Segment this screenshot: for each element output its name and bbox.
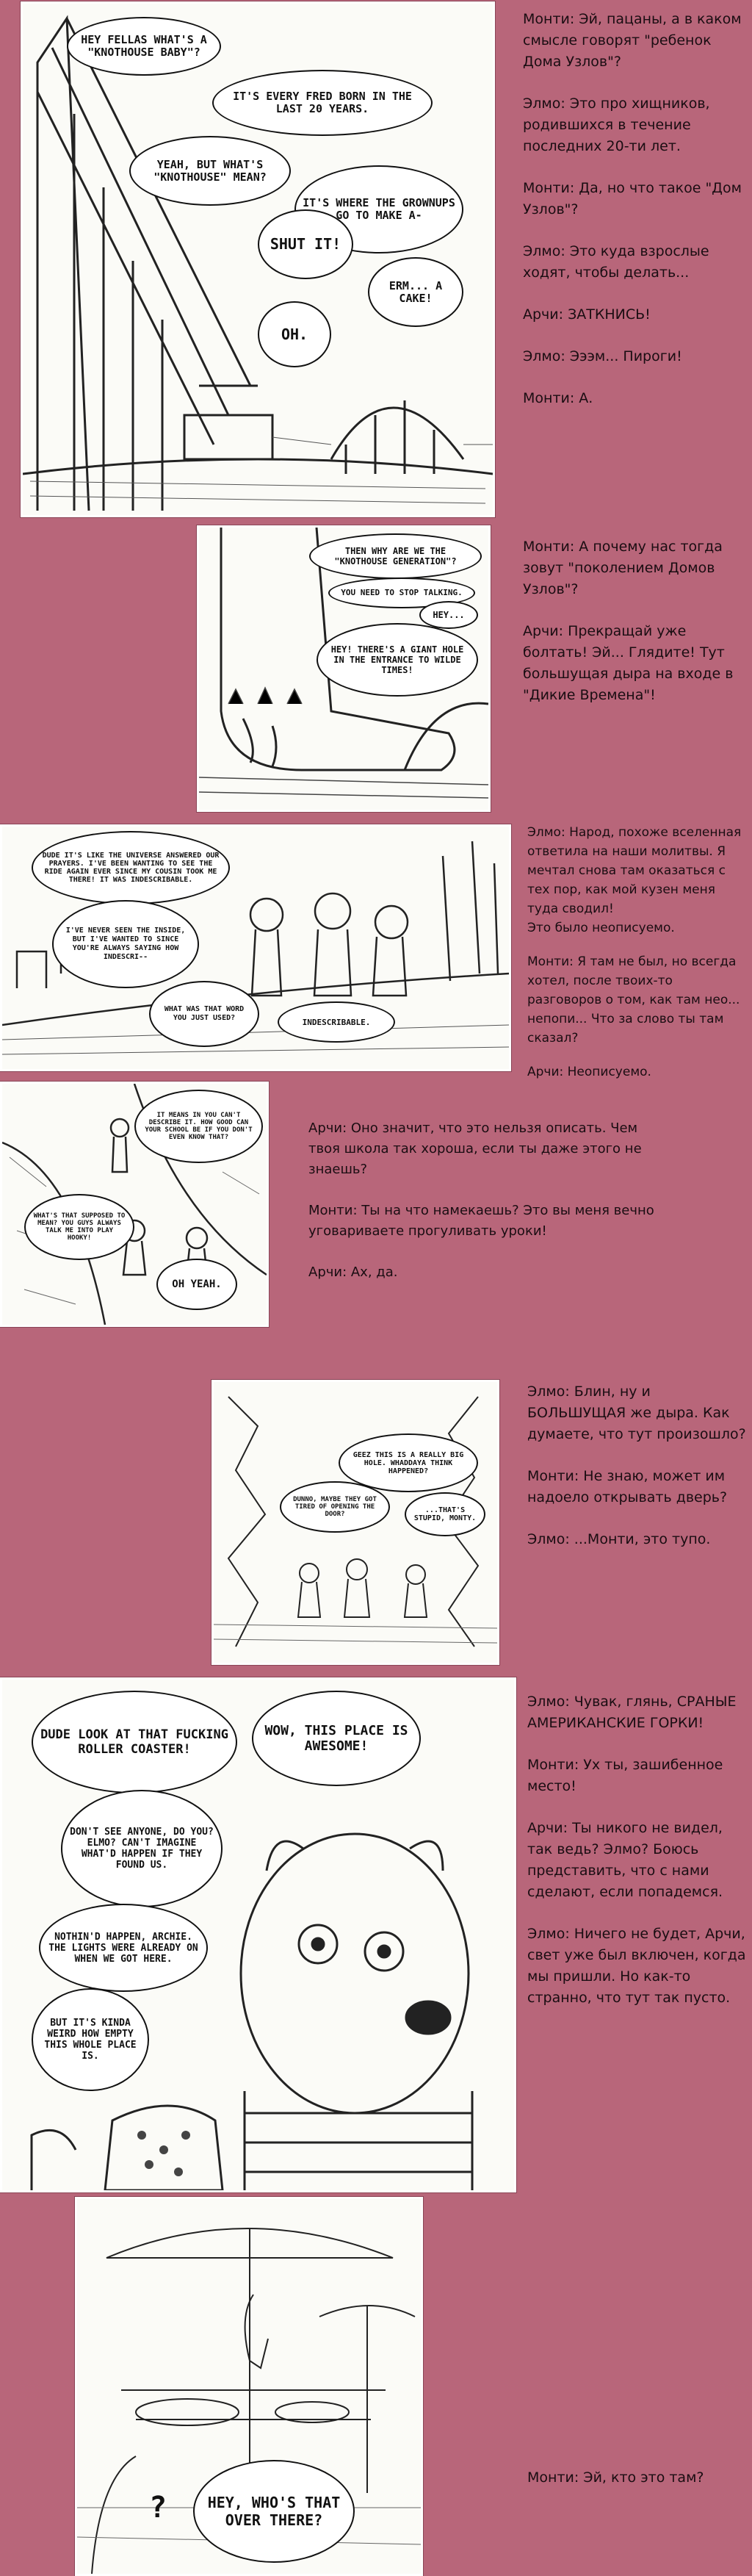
- caption-panel-5: [527, 1381, 748, 1571]
- speech-bubble-supposed-to-mean: WHAT'S THAT SUPPOSED TO MEAN? YOU GUYS ALWAYS TALK ME INTO PLAY HOOKY!: [24, 1194, 134, 1260]
- speech-bubble-stop-talking: YOU NEED TO STOP TALKING.: [328, 578, 475, 608]
- comic-panel-6: [0, 1677, 516, 2192]
- caption-line: Арчи: Ах, да.: [308, 1264, 398, 1280]
- speech-bubble-never-seen-inside: I'VE NEVER SEEN THE INSIDE, BUT I'VE WANTED TO SINCE YOU'RE ALWAYS SAYING HOW INDESCRI--: [52, 900, 199, 988]
- caption-panel-7: [527, 2467, 748, 2509]
- caption-line: Элмо: Это про хищников, родившихся в течение последних 20-ти лет.: [523, 96, 710, 154]
- speech-bubble-it-means: IT MEANS IN YOU CAN'T DESCRIBE IT. HOW GOOD CAN YOUR SCHOOL BE IF YOU DON'T EVEN KNOW THAT?: [134, 1090, 263, 1163]
- caption-line: Элмо: Народ, похоже вселенная ответила на наши молитвы. Я мечтал снова там оказаться с тех пор, как мой кузен меня туда сводил! Это было неописуемо.: [527, 825, 742, 935]
- caption-panel-4: [308, 1118, 668, 1303]
- speech-bubble-what-word: WHAT WAS THAT WORD YOU JUST USED?: [149, 981, 259, 1047]
- caption-line: Монти: Не знаю, может им надоело открывать дверь?: [527, 1468, 728, 1505]
- speech-bubble-a-cake: ERM... A CAKE!: [368, 257, 463, 327]
- caption-line: Элмо: ...Монти, это тупо.: [527, 1531, 711, 1547]
- caption-panel-3: [527, 823, 748, 1102]
- caption-line: Арчи: Прекращай уже болтать! Эй... Глядите! Тут большущая дыра на входе в "Дикие Времена"!: [523, 623, 734, 703]
- caption-line: Арчи: Неописуемо.: [527, 1065, 651, 1079]
- speech-bubble-knothouse-generation: THEN WHY ARE WE THE "KNOTHOUSE GENERATION"?: [309, 533, 482, 579]
- comic-panel-3: [0, 824, 511, 1071]
- speech-bubble-hey: HEY...: [419, 601, 478, 629]
- comic-panel-7: [75, 2197, 423, 2576]
- comic-panel-5: [212, 1380, 499, 1665]
- caption-panel-6: [527, 1691, 748, 2029]
- speech-bubble-dunno-door: DUNNO, MAYBE THEY GOT TIRED OF OPENING THE DOOR?: [280, 1481, 390, 1533]
- speech-bubble-shut-it: SHUT IT!: [258, 209, 353, 279]
- speech-bubble-indescribable: INDESCRIBABLE.: [278, 1001, 395, 1043]
- speech-bubble-who-is-that: HEY, WHO'S THAT OVER THERE?: [193, 2460, 355, 2563]
- comic-panel-2: [197, 525, 491, 812]
- speech-bubble-thats-stupid: ...THAT'S STUPID, MONTY.: [405, 1492, 485, 1536]
- caption-panel-1: [523, 9, 743, 430]
- caption-line: Монти: Ух ты, зашибенное место!: [527, 1757, 723, 1794]
- caption-line: Монти: Ты на что намекаешь? Это вы меня вечно уговариваете прогуливать уроки!: [308, 1203, 654, 1239]
- speech-bubble-geez-hole: GEEZ THIS IS A REALLY BIG HOLE. WHADDAYA THINK HAPPENED?: [339, 1433, 478, 1492]
- caption-line: Монти: Я там не был, но всегда хотел, после твоих-то разговоров о том, как там нео... непопи... Что за слово ты там сказал?: [527, 954, 740, 1046]
- caption-line: Элмо: Ничего не будет, Арчи, свет уже был включен, когда мы пришли. Но как-то странно, что тут так пусто.: [527, 1926, 746, 2006]
- speech-bubble-nothing-happen: NOTHIN'D HAPPEN, ARCHIE. THE LIGHTS WERE ALREADY ON WHEN WE GOT HERE.: [39, 1904, 208, 1992]
- caption-line: Арчи: Ты никого не видел, так ведь? Элмо? Боюсь представить, что с нами сделают, если попадемся.: [527, 1820, 723, 1900]
- speech-bubble-awesome: WOW, THIS PLACE IS AWESOME!: [252, 1691, 421, 1786]
- caption-line: Монти: Эй, пацаны, а в каком смысле говорят "ребенок Дома Узлов"?: [523, 11, 742, 70]
- caption-line: Элмо: Эээм... Пироги!: [523, 348, 682, 364]
- caption-line: Монти: А почему нас тогда зовут "поколением Домов Узлов"?: [523, 539, 723, 597]
- caption-panel-2: [523, 536, 743, 727]
- caption-line: Монти: Эй, кто это там?: [527, 2469, 704, 2486]
- caption-line: Монти: А.: [523, 390, 593, 406]
- speech-bubble-universe-answered: DUDE IT'S LIKE THE UNIVERSE ANSWERED OUR PRAYERS. I'VE BEEN WANTING TO SEE THE RIDE AGAIN EVER SINCE MY COUSIN TOOK ME THERE! IT WAS INDESCRIBABLE.: [32, 831, 230, 904]
- question-mark: ?: [148, 2490, 167, 2525]
- caption-line: Арчи: Оно значит, что это нельзя описать. Чем твоя школа так хороша, если ты даже этого не знаешь?: [308, 1120, 642, 1177]
- speech-bubble-knothouse-baby: HEY FELLAS WHAT'S A "KNOTHOUSE BABY"?: [67, 17, 221, 76]
- speech-bubble-grownups-go: IT'S WHERE THE GROWNUPS GO TO MAKE A-: [294, 165, 463, 253]
- comic-panel-4: [0, 1082, 269, 1327]
- caption-line: Монти: Да, но что такое "Дом Узлов"?: [523, 180, 742, 217]
- speech-bubble-oh: OH.: [258, 301, 331, 367]
- caption-line: Элмо: Это куда взрослые ходят, чтобы делать...: [523, 243, 709, 281]
- speech-bubble-giant-hole: HEY! THERE'S A GIANT HOLE IN THE ENTRANCE TO WILDE TIMES!: [317, 623, 478, 697]
- speech-bubble-dont-see-anyone: DON'T SEE ANYONE, DO YOU? ELMO? CAN'T IMAGINE WHAT'D HAPPEN IF THEY FOUND US.: [61, 1790, 223, 1907]
- speech-bubble-born-20-years: IT'S EVERY FRED BORN IN THE LAST 20 YEARS.: [212, 70, 433, 136]
- caption-line: Элмо: Блин, ну и БОЛЬШУЩАЯ же дыра. Как думаете, что тут произошло?: [527, 1384, 746, 1442]
- speech-bubble-roller-coaster: DUDE LOOK AT THAT FUCKING ROLLER COASTER!: [32, 1691, 237, 1794]
- speech-bubble-kinda-weird: BUT IT'S KINDA WEIRD HOW EMPTY THIS WHOLE PLACE IS.: [32, 1988, 149, 2091]
- caption-line: Арчи: ЗАТКНИСЬ!: [523, 306, 651, 323]
- comic-panel-1: [21, 1, 495, 517]
- speech-bubble-what-does-mean: YEAH, BUT WHAT'S "KNOTHOUSE" MEAN?: [129, 136, 291, 206]
- caption-line: Элмо: Чувак, глянь, СРАНЫЕ АМЕРИКАНСКИЕ ГОРКИ!: [527, 1694, 737, 1731]
- speech-bubble-oh-yeah: OH YEAH.: [156, 1259, 237, 1310]
